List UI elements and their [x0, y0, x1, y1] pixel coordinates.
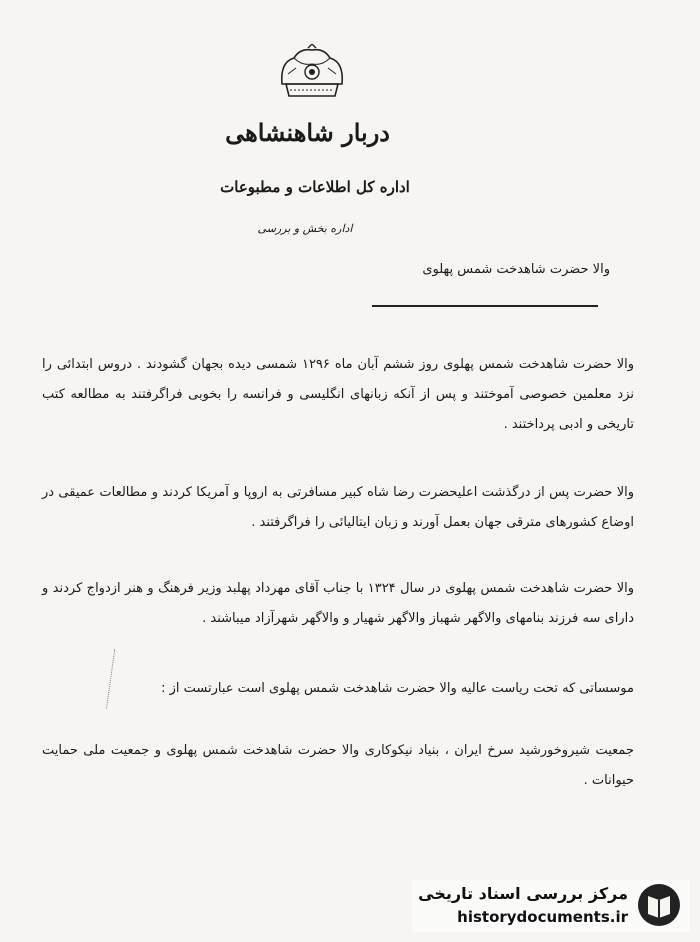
paragraph-text: موسساتی که تحت ریاست عالیه والا حضرت شاهدخت شمس پهلوی است عبارتست از : [161, 681, 634, 696]
subject-underline [372, 305, 598, 307]
watermark-site-link[interactable]: historydocuments.ir [457, 908, 628, 926]
paragraph-text: والا حضرت شاهدخت شمس پهلوی روز ششم آبان ماه ۱۲۹۶ شمسی دیده بجهان گشودند . دروس ابتدائی را نزد معلمین خصوصی آموختند و پس از آنکه زبانهای انگلیسی و فرانسه را بخوبی فراگرفتند به مطالعه کتب تاریخی و ادبی پرداختند . [42, 357, 634, 432]
watermark-title: مرکز بررسی اسناد تاریخی [418, 884, 628, 903]
office-title: اداره کل اطلاعات و مطبوعات [220, 178, 410, 196]
paragraph-travel [42, 478, 634, 538]
paragraph-institutions-list [42, 736, 634, 796]
watermark [412, 880, 690, 932]
paragraph-text: والا حضرت پس از درگذشت اعلیحضرت رضا شاه کبیر مسافرتی به اروپا و آمریکا کردند و مطالعات عمیقی در اوضاع کشورهای مترقی جهان بعمل آورند و زبان ایتالیائی را فراگرفتند . [42, 485, 634, 530]
court-title: دربار شاهنشاهی [225, 118, 390, 147]
paragraph-marriage [42, 574, 634, 634]
book-icon [636, 882, 682, 928]
section-title: اداره بخش و بررسی [257, 222, 353, 235]
paragraph-institutions-intro [42, 674, 634, 704]
paragraph-text: جمعیت شیروخورشید سرخ ایران ، بنیاد نیکوکاری والا حضرت شاهدخت شمس پهلوی و جمعیت ملی حمایت حیوانات . [42, 743, 634, 788]
subject-line: والا حضرت شاهدخت شمس پهلوی [422, 262, 610, 277]
paragraph-text: والا حضرت شاهدخت شمس پهلوی در سال ۱۳۲۴ با جناب آقای مهرداد پهلبد وزیر فرهنگ و هنر ازدواج کردند و دارای سه فرزند بنامهای والاگهر شهباز والاگهر شهیار و والاگهر شهرآزاد میباشند . [42, 581, 635, 626]
paragraph-birth-education [42, 350, 634, 440]
crown-emblem-icon [272, 44, 352, 102]
